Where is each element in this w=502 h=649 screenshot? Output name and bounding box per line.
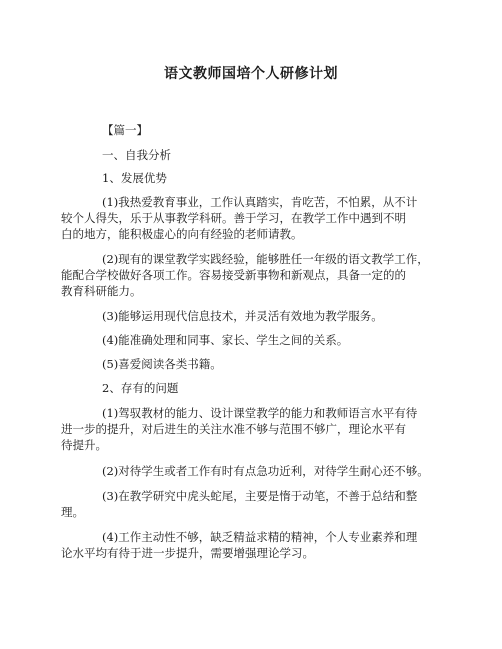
strength-5: (5)喜爱阅读各类书籍。 — [102, 357, 222, 371]
subheading-problems: 2、存有的问题 — [102, 381, 179, 395]
strength-4: (4)能准确处理和同事、家长、学生之间的关系。 — [102, 333, 349, 347]
document-title: 语文教师国培个人研修计划 — [164, 66, 338, 82]
strength-1-line-2: 较个人得失，乐于从事教学科研。善于学习，在教学工作中遇到不明 — [61, 211, 406, 225]
strength-2-line-3: 教育科研能力。 — [61, 284, 142, 298]
strength-3: (3)能够运用现代信息技术，并灵活有效地为教学服务。 — [102, 309, 383, 323]
problem-4-line-1: (4)工作主动性不够，缺乏精益求精的精神，个人专业素养和理 — [102, 530, 418, 544]
part-marker: 【篇一】 — [102, 123, 148, 137]
problem-3-line-2: 理。 — [61, 505, 84, 519]
problem-3-line-1: (3)在教学研究中虎头蛇尾，主要是惰于动笔，不善于总结和整 — [102, 489, 418, 503]
strength-2-line-1: (2)现有的课堂教学实践经验，能够胜任一年级的语文教学工作， — [102, 252, 429, 266]
problem-1-line-2: 进一步的提升，对后进生的关注水准不够与范围不够广，理论水平有 — [61, 422, 406, 436]
problem-1-line-3: 待提升。 — [61, 438, 107, 452]
strength-2-line-2: 能配合学校做好各项工作。容易接受新事物和新观点，具备一定的的 — [61, 268, 406, 282]
section-heading-self-analysis: 一、自我分析 — [102, 148, 171, 162]
strength-1-line-1: (1)我热爱教育事业，工作认真踏实，肯吃苦，不怕累，从不计 — [102, 195, 418, 209]
problem-2: (2)对待学生或者工作有时有点急功近利，对待学生耐心还不够。 — [102, 464, 429, 478]
strength-1-line-3: 白的地方，能积极虚心的向有经验的老师请教。 — [61, 227, 303, 241]
problem-4-line-2: 论水平均有待于进一步提升，需要增强理论学习。 — [61, 546, 314, 560]
problem-1-line-1: (1)驾驭教材的能力、设计课堂教学的能力和教师语言水平有待 — [102, 406, 418, 420]
subheading-strengths: 1、发展优势 — [102, 171, 167, 185]
